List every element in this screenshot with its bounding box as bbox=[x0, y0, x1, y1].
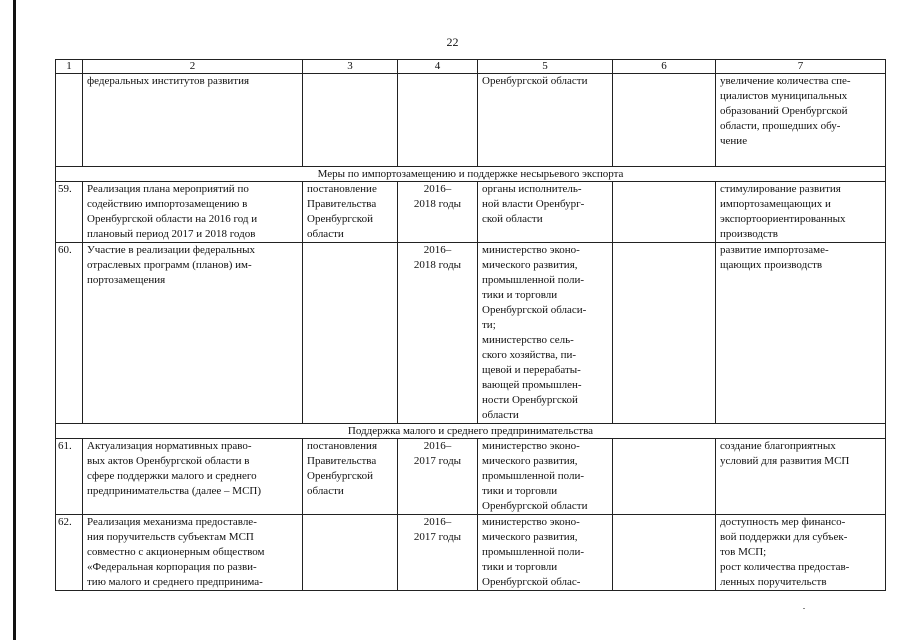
col6-cell bbox=[613, 439, 716, 515]
section-heading: Поддержка малого и среднего предпринимательства bbox=[56, 424, 886, 439]
executor-cell: министерство эконо- мического развития, промышленной поли- тики и торговли Оренбургской обласи- ти; министерство сель- ского хозяйства, пи- щевой и перерабаты- вающей промышлен- ности Оренбургской области bbox=[478, 243, 613, 424]
measure-cell: федеральных институтов развития bbox=[83, 74, 303, 167]
header-cell: 2 bbox=[83, 60, 303, 74]
table-row-continued bbox=[56, 74, 886, 167]
section-heading: Меры по импортозамещению и поддержке несырьевого экспорта bbox=[56, 167, 886, 182]
measure-cell: Участие в реализации федеральных отраслевых программ (планов) им- портозамещения bbox=[83, 243, 303, 424]
section-heading-row bbox=[56, 424, 886, 439]
period-cell: 2016– 2017 годы bbox=[398, 439, 478, 515]
col6-cell bbox=[613, 182, 716, 243]
row-number: 62. bbox=[56, 515, 83, 591]
period-cell bbox=[398, 74, 478, 167]
row-number: 61. bbox=[56, 439, 83, 515]
result-cell: развитие импортозаме- щающих производств bbox=[716, 243, 886, 424]
col6-cell bbox=[613, 243, 716, 424]
column-number-header bbox=[56, 60, 886, 74]
header-cell: 7 bbox=[716, 60, 886, 74]
executor-cell: министерство эконо- мического развития, промышленной поли- тики и торговли Оренбургской области bbox=[478, 439, 613, 515]
measure-cell: Актуализация нормативных право- вых актов Оренбургской области в сфере поддержки малого и среднего предпринимательства (далее – МСП) bbox=[83, 439, 303, 515]
executor-cell: министерство эконо- мического развития, промышленной поли- тики и торговли Оренбургской облас- bbox=[478, 515, 613, 591]
header-cell: 3 bbox=[303, 60, 398, 74]
header-cell: 6 bbox=[613, 60, 716, 74]
result-cell: создание благоприятных условий для развития МСП bbox=[716, 439, 886, 515]
document-cell: постановление Правительства Оренбургской области bbox=[303, 182, 398, 243]
period-cell: 2016– 2018 годы bbox=[398, 243, 478, 424]
measure-cell: Реализация механизма предоставле- ния поручительств субъектам МСП совместно с акционерным обществом «Федеральная корпорация по разви- тию малого и среднего предпринима- bbox=[83, 515, 303, 591]
scan-speck bbox=[803, 608, 805, 609]
executor-cell: Оренбургской области bbox=[478, 74, 613, 167]
table-row bbox=[56, 182, 886, 243]
header-cell: 5 bbox=[478, 60, 613, 74]
row-number: 59. bbox=[56, 182, 83, 243]
result-cell: стимулирование развития импортозамещающих и экспортоориентированных производств bbox=[716, 182, 886, 243]
document-cell bbox=[303, 515, 398, 591]
document-cell: постановления Правительства Оренбургской области bbox=[303, 439, 398, 515]
row-number: 60. bbox=[56, 243, 83, 424]
period-cell: 2016– 2018 годы bbox=[398, 182, 478, 243]
table-row bbox=[56, 515, 886, 591]
result-cell: увеличение количества спе- циалистов муниципальных образований Оренбургской области, прошедших обу- чение bbox=[716, 74, 886, 167]
row-number bbox=[56, 74, 83, 167]
header-cell: 4 bbox=[398, 60, 478, 74]
document-cell bbox=[303, 243, 398, 424]
plan-table bbox=[55, 59, 886, 591]
col6-cell bbox=[613, 74, 716, 167]
section-heading-row bbox=[56, 167, 886, 182]
table-row bbox=[56, 243, 886, 424]
result-cell: доступность мер финансо- вой поддержки для субъек- тов МСП; рост количества предостав- ленных поручительств bbox=[716, 515, 886, 591]
table-row bbox=[56, 439, 886, 515]
document-cell bbox=[303, 74, 398, 167]
col6-cell bbox=[613, 515, 716, 591]
executor-cell: органы исполнитель- ной власти Оренбург- ской области bbox=[478, 182, 613, 243]
binding-line bbox=[13, 0, 16, 640]
header-cell: 1 bbox=[56, 60, 83, 74]
period-cell: 2016– 2017 годы bbox=[398, 515, 478, 591]
page-number: 22 bbox=[446, 35, 459, 49]
measure-cell: Реализация плана мероприятий по содействию импортозамещению в Оренбургской области на 2016 год и плановый период 2017 и 2018 годов bbox=[83, 182, 303, 243]
